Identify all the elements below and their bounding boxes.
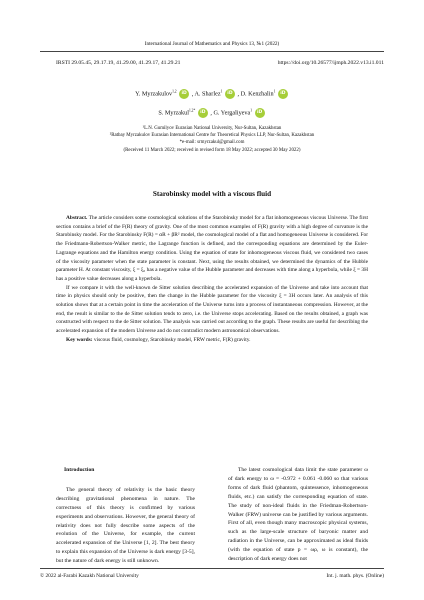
author-affil-mark: 1,2* [188,108,196,113]
orcid-icon[interactable]: iD [179,89,189,99]
author-name: , G. Yergaliyeva [210,109,251,117]
author-name: Y. Myrzakulov [135,90,173,98]
abstract-paragraph-1 [56,214,368,284]
intro-column-left [56,466,195,566]
affiliations [0,125,424,154]
author-name: S. Myrzakul [158,109,189,117]
abstract-text-1: The article considers some cosmological solutions of the Starobinsky model for a flat inhomogeneous viscous Universe. The first section contains a brief of the F(R) theory of gravity. One of the most common examples of F(R) gravity with a high degree of curvature is the Starobinsky model. For the Starobinsky F(R) = αR + βR² model, the cosmological model of a flat and homogeneous Universe is considered. For the Friedmann-Robertson-Walker metric, the Lagrange function is defined, and the corresponding equations are determined by the Euler-Lagrange equations and the Hamilton energy condition. Using the equation of state for inhomogeneous viscous fluid, we considered two cases of the viscosity parameter when the state parameter is constant. Next, using the results obtained, we determined the dynamics of the Hubble parameter H. At constant viscosity, ξ = ξ₀ has a negative value of the Hubble parameter and decreases with time along a hyperbola, while ξ = 3H has a positive value decreases along a hyperbola. [56,215,368,282]
doi-link[interactable]: https://doi.org/10.26577/ijmph.2022.v13.i1.011 [277,60,384,66]
intro-paragraph-left: The general theory of relativity is the basic theory describing gravitational phenomena in nature. The correctness of this theory is confirmed by various experiments and observations. However, the general theory of relativity does not fully describe some aspects of the evolution of the Universe, for example, the current accelerated expansion of the Universe [1, 2]. The best theory to explain this expansion of the Universe is dark energy [3-5], but the nature of dark energy is still unknown. [56,486,195,565]
orcid-icon[interactable]: iD [278,89,288,99]
orcid-icon[interactable]: iD [255,108,265,118]
author-name: , D. Kenzhalin [237,90,274,98]
journal-header: International Journal of Mathematics and Physics 13, №1 (2022) [144,41,280,47]
intro-column-right [228,466,368,564]
paper-title: Starobinsky model with a viscous fluid [152,190,272,198]
orcid-icon[interactable]: iD [225,89,235,99]
author-name: , A. Sharlez [191,90,221,98]
intro-heading: Introduction [64,467,95,473]
copyright: © 2022 al-Farabi Kazakh National University [40,573,139,579]
author-affil-mark: 1 [273,89,276,94]
irsti-codes: IRSTI 29.05.45, 29.17.19, 41.29.00, 41.29.17, 41.29.21 [56,60,181,66]
affiliation-line-1: ¹L.N. Gumilyov Eurasian National University, Nur-Sultan, Kazakhstan [142,126,282,131]
authors-row-2 [0,108,424,118]
authors-row-1 [0,89,424,99]
author-affil-mark: 1 [220,89,223,94]
header-rule [40,51,384,52]
abstract-label: Abstract. [66,215,88,221]
abstract-paragraph-2: If we compare it with the well-known de Sitter solution describing the accelerated expansion of the Universe and take into account that time in physics should only be positive, then the change in the Hubble parameter for the viscosity ξ = 3H occurs later. An analysis of this solution shows that at a certain point in time the acceleration of the Universe turns into a process of instantaneous compression. However, at the end, the result is similar to the de Sitter solution tends to zero, i.e. the Universe stops accelerating. Based on the results obtained, a graph was constructed with respect to the de Sitter solution. The analysis was carried out according to the graph. These results are useful for describing the accelerated expansion of the modern Universe and do not contradict modern astronomical observations. [56,284,368,335]
footer-rule [40,568,384,569]
received-dates: (Received 11 March 2022; received in revised form 18 May 2022; accepted 30 May 2022) [123,147,301,153]
orcid-icon[interactable]: iD [198,108,208,118]
author-affil-mark: 1,2 [172,89,177,94]
affiliation-line-2: ²Ratbay Myrzakulov Eurasian International Centre for Theoretical Physics LLP, Nur-Sultan, Kazakhstan [109,133,315,139]
keywords [56,336,368,345]
author-affil-mark: 1 [250,108,253,113]
author-email: *e-mail: srmyrzakul@gmail.com [179,140,245,146]
intro-paragraph-right: The latest cosmological data limit the state parameter ω of dark energy to ω = -0.972 + 0.061 -0.060 so that various forms of dark fluid (phantom, quintessence, inhomogeneous fluids, etc.) can satisfy the corresponding equation of state. The study of non-ideal fluids in the Friedman-Robertson-Walker (FRW) universe can be justified by various arguments. First of all, even though many macroscopic physical systems, such as the large-scale structure of baryonic matter and radiation in the Universe, can be approximated as ideal fluids (with the equation of state p = ωρ, ω is constant), the description of dark energy does not [228,467,368,563]
journal-online: Int. j. math. phys. (Online) [326,573,384,579]
keywords-label: Key words: [66,336,93,343]
abstract [56,214,368,345]
keywords-text: viscous fluid, cosmology, Starobinsky model, FRW metric, F(R) gravity. [93,336,251,343]
